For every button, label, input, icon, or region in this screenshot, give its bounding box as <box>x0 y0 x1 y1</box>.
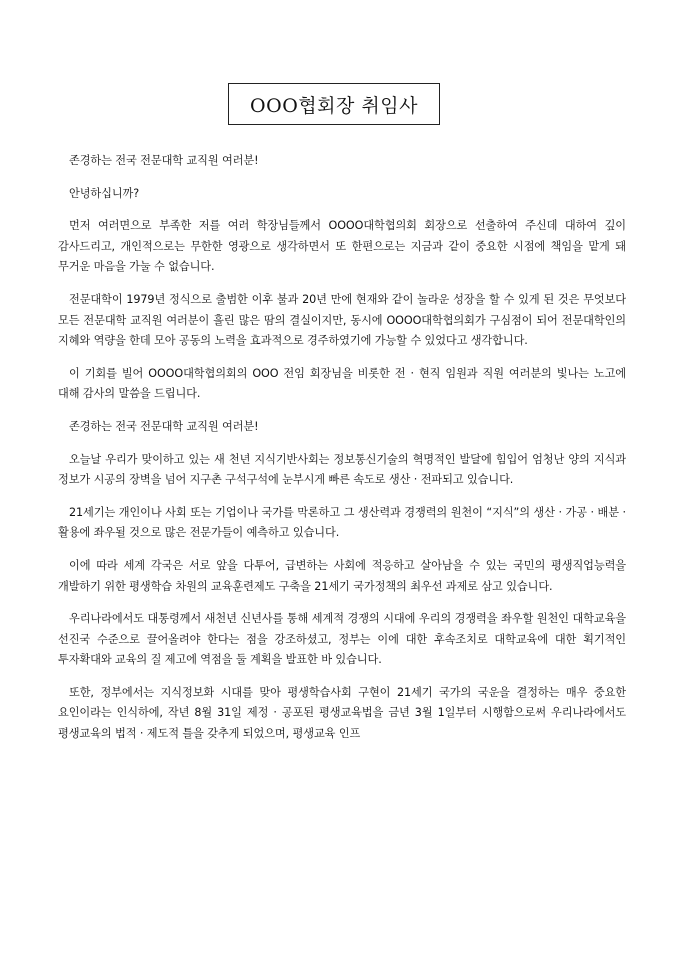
paragraph-global-trend: 이에 따라 세계 각국은 서로 앞을 다투어, 급변하는 사회에 적응하고 살아남을 수 있는 국민의 평생직업능력을 개발하기 위한 평생학습 차원의 교육훈련제도 구축을 21세기 국가정책의 최우선 과제로 삼고 있습니다. <box>58 558 626 593</box>
paragraph-lifelong-education: 또한, 정부에서는 지식정보화 시대를 맞아 평생학습사회 구현이 21세기 국가의 국운을 결정하는 매우 중요한 요인이라는 인식하에, 작년 8월 31일 제정 · 공포된 평생교육법을 금년 3월 1일부터 시행함으로써 우리나라에서도 평생교육의 법적 · 제도적 틀을 갖추게 되었으며, 평생교육 인프 <box>58 685 627 741</box>
paragraph-hello: 안녕하십니까? <box>69 186 140 200</box>
speech-body <box>58 151 626 757</box>
paragraph-greeting: 존경하는 전국 전문대학 교직원 여러분! <box>69 154 259 167</box>
paragraph-acknowledgement: 이 기회를 빌어 OOOO대학협의회의 OOO 전임 회장님을 비롯한 전 · 현직 임원과 직원 여러분의 빛나는 노고에 대해 감사의 말씀을 드립니다. <box>58 366 626 401</box>
paragraph-21st-century: 21세기는 개인이나 사회 또는 기업이나 국가를 막론하고 그 생산력과 경쟁력의 원천이 “지식”의 생산 · 가공 · 배분 · 활용에 좌우될 것으로 많은 전문가들이 예측하고 있습니다. <box>58 505 626 540</box>
document-title: OOO협회장 취임사 <box>228 83 440 125</box>
paragraph-history: 전문대학이 1979년 정식으로 출범한 이후 불과 20년 만에 현재와 같이 놀라운 성장을 할 수 있게 된 것은 무엇보다 모든 전문대학 교직원 여러분이 흘린 많은 땀의 결실이지만, 동시에 OOOO대학협의회가 구심점이 되어 전문대학인의 지혜와 역량을 한데 모아 공동의 노력을 효과적으로 경주하였기에 가능할 수 있었다고 생각합니다. <box>58 292 626 348</box>
paragraph-greeting-repeat: 존경하는 전국 전문대학 교직원 여러분! <box>69 419 259 433</box>
paragraph-national-policy: 우리나라에서도 대통령께서 새천년 신년사를 통해 세계적 경쟁의 시대에 우리의 경쟁력을 좌우할 원천인 대학교육을 선진국 수준으로 끌어올려야 한다는 점을 강조하셨고, 정부는 이에 대한 후속조치로 대학교육에 대한 획기적인 투자확대와 교육의 질 제고에 역점을 둘 계획을 발표한 바 있습니다. <box>58 612 626 667</box>
paragraph-thanks: 먼저 여러면으로 부족한 저를 여러 학장님들께서 OOOO대학협의회 회장으로 선출하여 주신데 대하여 깊이 감사드리고, 개인적으로는 무한한 영광으로 생각하면서 또 한편으로는 지금과 같이 중요한 시점에 책임을 맡게 돼 무거운 마음을 가눌 수 없습니다. <box>58 219 626 274</box>
paragraph-knowledge-society: 오늘날 우리가 맞이하고 있는 새 천년 지식기반사회는 정보통신기술의 혁명적인 발달에 힘입어 엄청난 양의 지식과 정보가 시공의 장벽을 넘어 지구촌 구석구석에 눈부시게 빠른 속도로 생산 · 전파되고 있습니다. <box>58 452 626 487</box>
